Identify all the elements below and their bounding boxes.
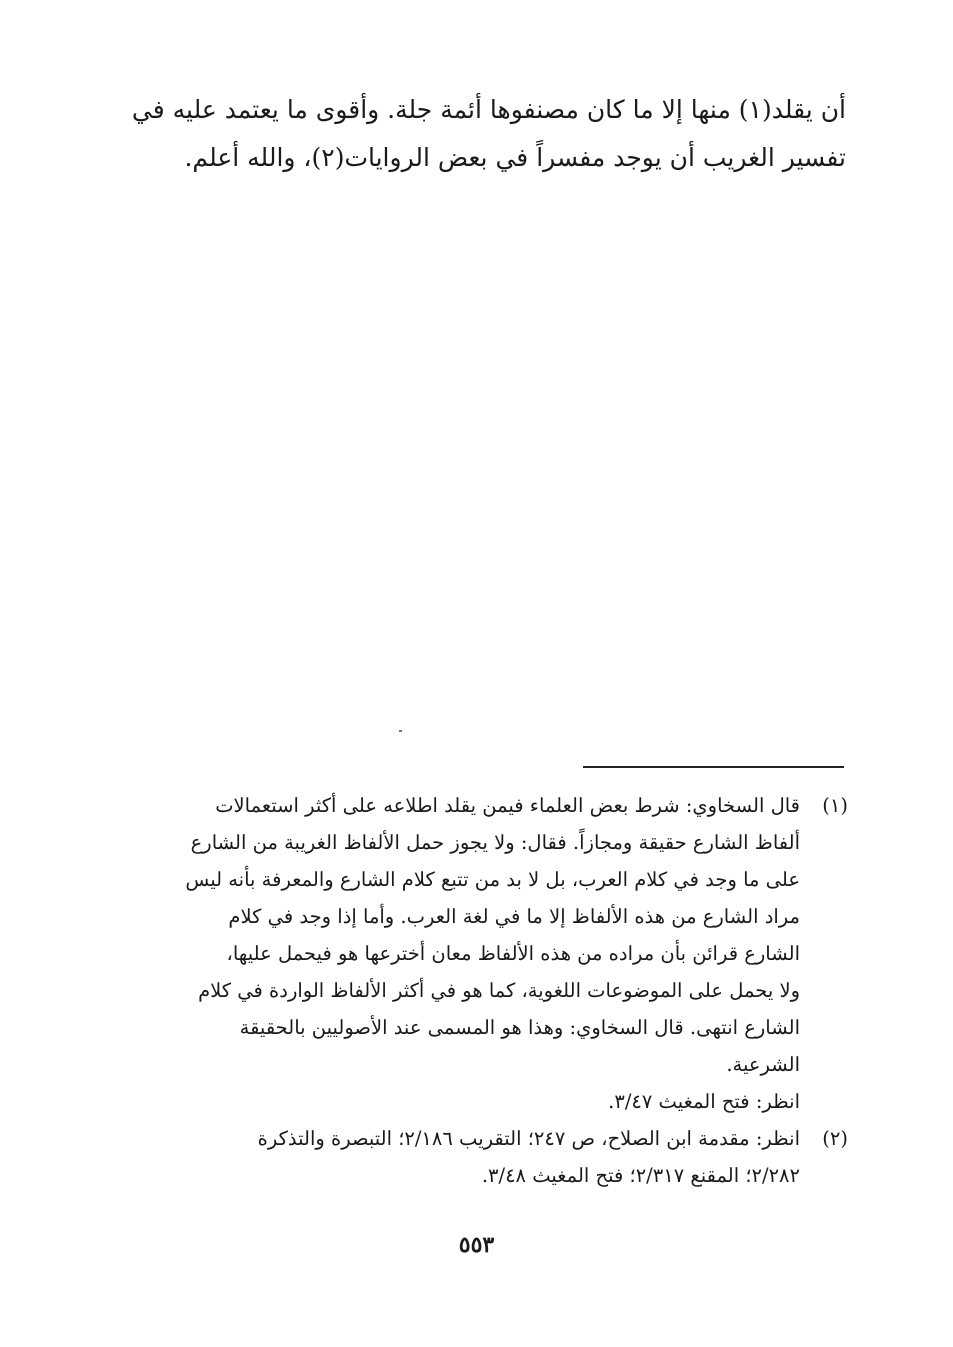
footnote-line: الشارع انتهى. قال السخاوي: وهذا هو المسمى عند الأصوليين بالحقيقة bbox=[239, 1016, 800, 1039]
footnote-line: الشرعية. bbox=[726, 1053, 800, 1076]
page-number: ٥٥٣ bbox=[458, 1232, 495, 1258]
body-line-2: تفسير الغريب أن يوجد مفسراً في بعض الروايات(٢)، والله أعلم. bbox=[184, 143, 846, 172]
footnote-separator bbox=[583, 766, 844, 768]
footnote-line: ولا يحمل على الموضوعات اللغوية، كما هو في أكثر الألفاظ الواردة في كلام bbox=[198, 979, 800, 1002]
footnote-2 bbox=[148, 1120, 848, 1194]
footnote-source: انظر: فتح المغيث ٣/٤٧. bbox=[608, 1090, 800, 1113]
footnote-line: على ما وجد في كلام العرب، بل لا بد من تتبع كلام الشارع والمعرفة بأنه ليس bbox=[185, 868, 800, 891]
body-line-1: أن يقلد(١) منها إلا ما كان مصنفوها أئمة جلة. وأقوى ما يعتمد عليه في bbox=[131, 95, 846, 124]
body-paragraph bbox=[131, 86, 846, 182]
footnote-number: (٢) bbox=[822, 1127, 848, 1150]
footnote-line: ٢/٢٨٢؛ المقنع ٢/٣١٧؛ فتح المغيث ٣/٤٨. bbox=[481, 1164, 800, 1187]
print-speck bbox=[399, 730, 402, 732]
footnote-1 bbox=[148, 787, 848, 1120]
footnotes bbox=[148, 787, 848, 1194]
footnote-line: انظر: مقدمة ابن الصلاح، ص ٢٤٧؛ التقريب ٢/١٨٦؛ التبصرة والتذكرة bbox=[257, 1127, 800, 1150]
footnote-line: الشارع قرائن بأن مراده من هذه الألفاظ معان أخترعها هو فيحمل عليها، bbox=[226, 942, 800, 965]
footnote-line: مراد الشارع من هذه الألفاظ إلا ما في لغة العرب. وأما إذا وجد في كلام bbox=[228, 905, 800, 928]
footnote-line: ألفاظ الشارع حقيقة ومجازاً. فقال: ولا يجوز حمل الألفاظ الغريبة من الشارع bbox=[190, 831, 800, 854]
footnote-line: قال السخاوي: شرط بعض العلماء فيمن يقلد اطلاعه على أكثر استعمالات bbox=[215, 794, 800, 817]
footnote-number: (١) bbox=[822, 794, 848, 817]
